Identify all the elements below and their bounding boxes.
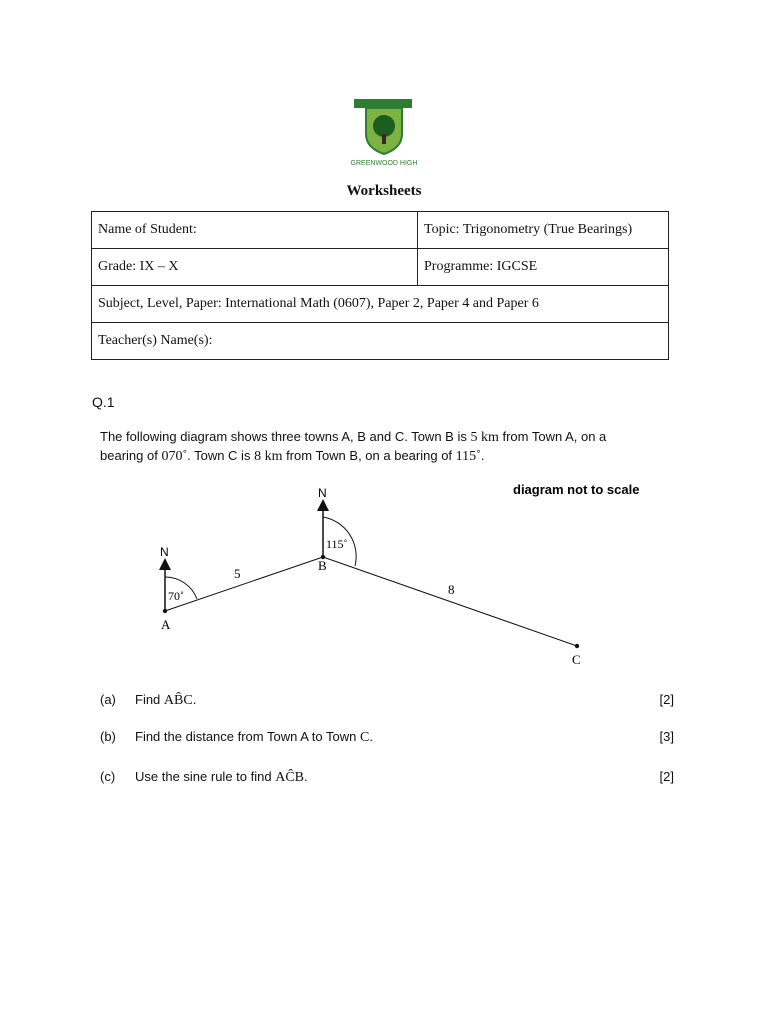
topic-cell: Topic: Trigonometry (True Bearings) bbox=[418, 212, 669, 249]
bearings-diagram bbox=[0, 475, 768, 675]
table-row bbox=[92, 286, 669, 323]
side-bc bbox=[323, 557, 577, 646]
question-text-segment: . Town C is bbox=[187, 448, 255, 463]
logo-banner bbox=[354, 99, 412, 108]
question-label: Q.1 bbox=[92, 394, 115, 410]
north-label-b: N bbox=[318, 486, 327, 500]
question-text-segment: from Town B, on a bearing of bbox=[282, 448, 456, 463]
bearing-bc: 115˚ bbox=[455, 449, 481, 464]
programme-cell: Programme: IGCSE bbox=[418, 249, 669, 286]
question-text-segment: The following diagram shows three towns A, B and C. Town B is bbox=[100, 429, 471, 444]
school-logo bbox=[346, 96, 422, 168]
part-math: AĈB bbox=[275, 770, 304, 785]
part-text bbox=[135, 729, 373, 746]
question-text bbox=[100, 428, 660, 466]
side-label-bc: 8 bbox=[448, 582, 455, 597]
point-label-b: B bbox=[318, 558, 327, 573]
part-text-end: . bbox=[304, 769, 308, 784]
part-text-segment: Find bbox=[135, 692, 164, 707]
part-marks: [3] bbox=[659, 729, 674, 744]
side-label-ab: 5 bbox=[234, 566, 241, 581]
part-text-segment: Find the distance from Town A to Town bbox=[135, 729, 360, 744]
angle-label-a: 70˚ bbox=[168, 589, 184, 603]
question-text-segment: . bbox=[480, 448, 485, 463]
part-text bbox=[135, 692, 196, 709]
logo-text: GREENWOOD HIGH bbox=[350, 160, 418, 167]
side-ab bbox=[165, 557, 323, 611]
bearing-ab: 070˚ bbox=[161, 449, 188, 464]
part-text-end: . bbox=[369, 729, 373, 744]
question-text-segment: bearing of bbox=[100, 448, 162, 463]
distance-ab: 5 km bbox=[470, 430, 499, 445]
point-label-c: C bbox=[572, 652, 581, 667]
teacher-cell: Teacher(s) Name(s): bbox=[92, 323, 669, 360]
point-c bbox=[575, 644, 579, 648]
part-math: C bbox=[359, 730, 370, 745]
distance-bc: 8 km bbox=[254, 449, 283, 464]
page-title: Worksheets bbox=[346, 183, 422, 199]
student-info-table bbox=[91, 211, 669, 360]
part-text bbox=[135, 769, 308, 786]
part-math: AB̂C bbox=[163, 693, 193, 708]
student-name-cell: Name of Student: bbox=[92, 212, 418, 249]
part-marks: [2] bbox=[659, 769, 674, 784]
table-row bbox=[92, 323, 669, 360]
part-letter: (c) bbox=[100, 769, 116, 784]
angle-label-b: 115˚ bbox=[326, 537, 348, 551]
scale-note: diagram not to scale bbox=[513, 482, 640, 497]
point-a bbox=[163, 609, 167, 613]
part-letter: (b) bbox=[100, 729, 116, 744]
logo-tree bbox=[373, 115, 395, 137]
grade-cell: Grade: IX – X bbox=[92, 249, 418, 286]
part-marks: [2] bbox=[659, 692, 674, 707]
logo-trunk bbox=[382, 134, 386, 144]
table-row bbox=[92, 212, 669, 249]
point-label-a: A bbox=[161, 617, 171, 632]
part-letter: (a) bbox=[100, 692, 116, 707]
part-text-segment: Use the sine rule to find bbox=[135, 769, 276, 784]
north-label-a: N bbox=[160, 545, 169, 559]
table-row bbox=[92, 249, 669, 286]
question-text-segment: from Town A, on a bbox=[498, 429, 607, 444]
subject-cell: Subject, Level, Paper: International Math (0607), Paper 2, Paper 4 and Paper 6 bbox=[92, 286, 669, 323]
part-text-end: . bbox=[192, 692, 197, 707]
